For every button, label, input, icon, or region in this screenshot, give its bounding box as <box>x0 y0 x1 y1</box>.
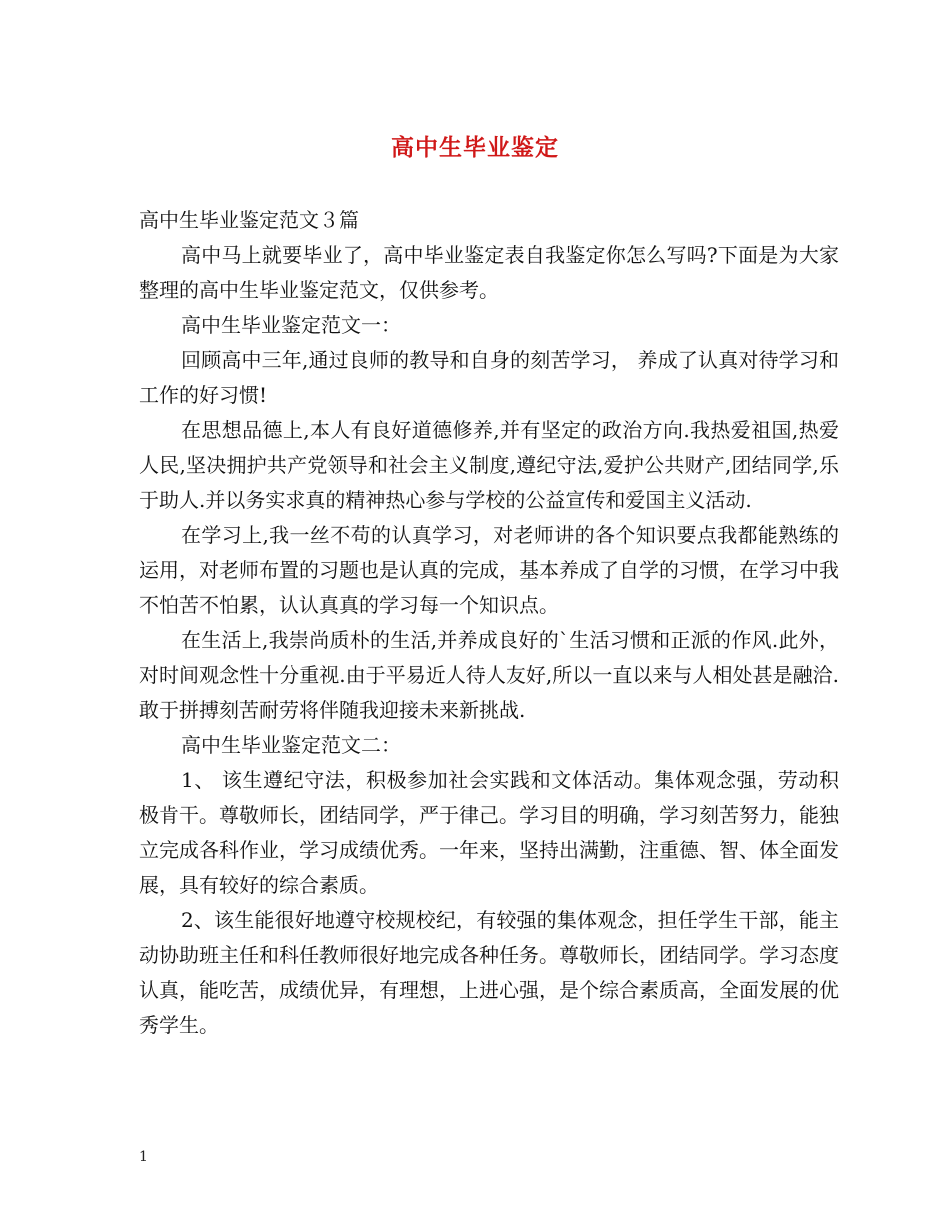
subtitle-line: 高中生毕业鉴定范文３篇 <box>139 208 359 232</box>
paragraph-morality: 在思想品德上,本人有良好道德修养,并有坚定的政治方向.我热爱祖国,热爱人民,坚决拥护共产党领导和社会主义制度,遵纪守法,爱护公共财产,团结同学,乐于助人.并以务实求真的精神热心参与学校的公益宣传和爱国主义活动. <box>139 418 839 512</box>
section-heading-two: 高中生毕业鉴定范文二： <box>181 733 401 757</box>
document-body <box>139 203 839 1043</box>
page-number: 1 <box>139 1149 148 1165</box>
document-title: 高中生毕业鉴定 <box>391 134 559 161</box>
intro-paragraph: 高中马上就要毕业了，高中毕业鉴定表自我鉴定你怎么写吗?下面是为大家整理的高中生毕业鉴定范文，仅供参考。 <box>139 243 839 302</box>
paragraph-life: 在生活上,我崇尚质朴的生活,并养成良好的`生活习惯和正派的作风.此外，对时间观念性十分重视.由于平易近人待人友好,所以一直以来与人相处甚是融洽.敢于拼搏刻苦耐劳将伴随我迎接未来新挑战. <box>139 628 839 722</box>
paragraph-item-2: 2、该生能很好地遵守校规校纪，有较强的集体观念，担任学生干部，能主动协助班主任和科任教师很好地完成各种任务。尊敬师长，团结同学。学习态度认真，能吃苦，成绩优异，有理想，上进心强，是个综合素质高，全面发展的优秀学生。 <box>139 908 839 1037</box>
paragraph-study: 在学习上,我一丝不苟的认真学习，对老师讲的各个知识要点我都能熟练的运用，对老师布置的习题也是认真的完成，基本养成了自学的习惯，在学习中我不怕苦不怕累，认认真真的学习每一个知识点。 <box>139 523 839 617</box>
section-heading-one: 高中生毕业鉴定范文一： <box>181 313 401 337</box>
paragraph-review: 回顾高中三年,通过良师的教导和自身的刻苦学习， 养成了认真对待学习和工作的好习惯! <box>139 348 839 407</box>
paragraph-item-1: 1、 该生遵纪守法，积极参加社会实践和文体活动。集体观念强，劳动积极肯干。尊敬师长，团结同学，严于律己。学习目的明确，学习刻苦努力，能独立完成各科作业，学习成绩优秀。一年来，坚持出满勤，注重德、智、体全面发展，具有较好的综合素质。 <box>139 768 839 897</box>
